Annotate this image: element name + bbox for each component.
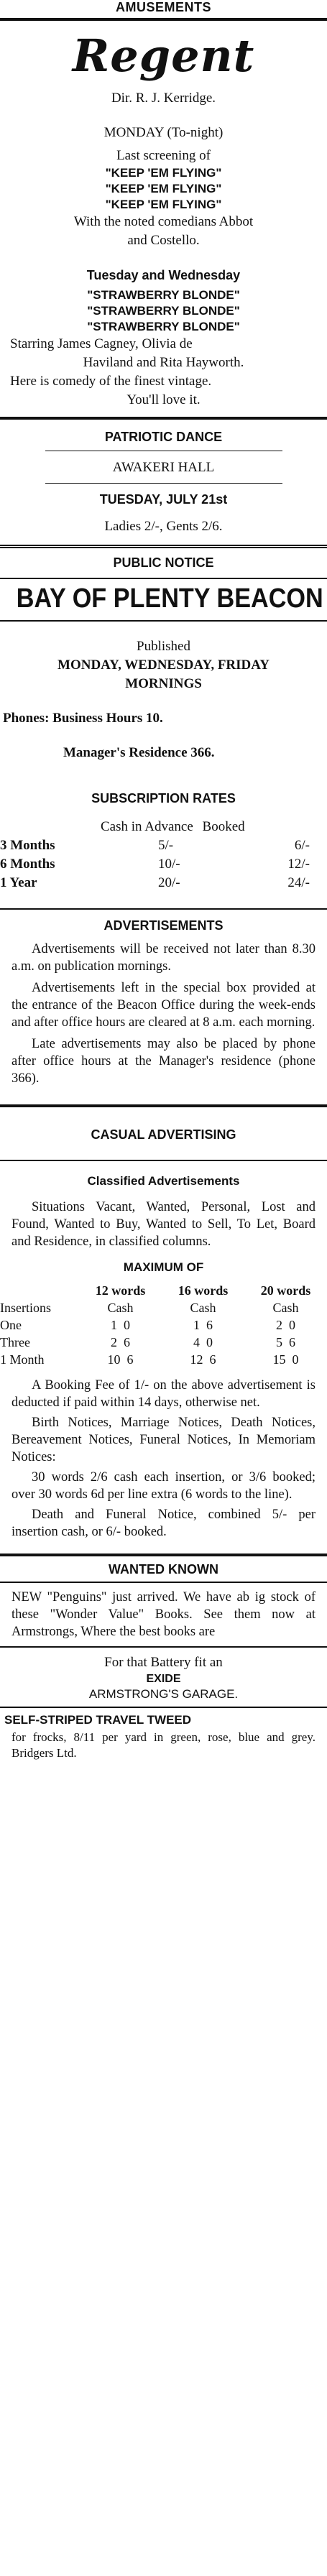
dance-date: TUESDAY, JULY 21st	[99, 492, 228, 507]
film-title: "KEEP 'EM FLYING"	[105, 182, 222, 195]
column-header-cash: Cash in Advance	[101, 819, 193, 834]
death-funeral-text: Death and Funeral Notice, combined 5/- per insertion cash, or 6/- booked.	[11, 1508, 316, 1539]
cash-cell: 5/-	[158, 838, 174, 853]
period-cell: 3 Months	[0, 838, 55, 853]
table-row	[0, 1351, 327, 1368]
column-header: 12 words	[95, 1283, 146, 1298]
divider	[0, 1104, 327, 1107]
column-header: Cash	[190, 1301, 216, 1315]
days-line: MONDAY, WEDNESDAY, FRIDAY	[57, 657, 270, 673]
price-cell: 2 6	[111, 1335, 130, 1349]
price-cell: 1 6	[193, 1318, 213, 1332]
booked-cell: 12/-	[287, 857, 310, 872]
column-header: Insertions	[0, 1301, 51, 1315]
table-row	[0, 1334, 327, 1351]
divider	[0, 908, 327, 910]
battery-line: For that Battery fit an	[104, 1655, 223, 1670]
row-label: One	[0, 1318, 22, 1332]
table-header-row	[0, 1282, 327, 1299]
column-header-booked: Booked	[202, 819, 245, 834]
last-screening: Last screening of	[116, 148, 211, 163]
divider	[0, 1160, 327, 1161]
film2-title: "STRAWBERRY BLONDE"	[87, 288, 240, 302]
booking-fee-text: A Booking Fee of 1/- on the above advertisement is deducted if paid within 14 days, otherwise net.	[11, 1378, 316, 1410]
paper-name: BAY OF PLENTY BEACON	[16, 583, 323, 614]
film-title: "KEEP 'EM FLYING"	[105, 166, 222, 180]
dance-advert	[0, 430, 327, 536]
period-cell: 1 Year	[0, 875, 37, 890]
mornings-line: MORNINGS	[125, 676, 202, 691]
column-header: 16 words	[178, 1283, 229, 1298]
price-cell: 15 0	[272, 1352, 299, 1367]
paragraph: Advertisements will be received not later than 8.30 a.m. on publication mornings.	[11, 942, 316, 974]
table-row	[0, 836, 327, 855]
booked-cell: 24/-	[287, 875, 310, 890]
film-title: "KEEP 'EM FLYING"	[105, 198, 222, 211]
price-cell: 2 0	[276, 1318, 295, 1332]
period-cell: 6 Months	[0, 857, 55, 872]
dance-prices: Ladies 2/-, Gents 2/6.	[104, 519, 223, 534]
maximum-heading: MAXIMUM OF	[123, 1260, 204, 1274]
phones-line: Phones: Business Hours 10.	[3, 711, 163, 726]
comedians-line: With the noted comedians Abbot	[73, 214, 254, 229]
divider	[0, 578, 327, 579]
subscription-heading: SUBSCRIPTION RATES	[91, 791, 236, 805]
cash-cell: 20/-	[158, 875, 180, 890]
divider	[0, 1707, 327, 1708]
tweed-heading: SELF-STRIPED TRAVEL TWEED	[4, 1713, 192, 1727]
divider	[0, 18, 327, 21]
divider	[0, 1646, 327, 1648]
tweed-text: for frocks, 8/11 per yard in green, rose, blue and grey. Bridgers Ltd.	[11, 1730, 316, 1760]
public-notice-heading: PUBLIC NOTICE	[113, 555, 214, 570]
film2-title: "STRAWBERRY BLONDE"	[87, 320, 240, 333]
table-row	[0, 874, 327, 892]
exide-line: EXIDE	[146, 1673, 181, 1685]
regent-title: Regent	[72, 29, 255, 82]
row-label: 1 Month	[0, 1352, 45, 1367]
day-line: MONDAY (To-night)	[103, 125, 224, 140]
table-header-row	[0, 1299, 327, 1316]
manager-phone-line: Manager's Residence 366.	[63, 745, 215, 760]
garage-line: ARMSTRONG'S GARAGE.	[88, 1687, 239, 1701]
price-cell: 4 0	[193, 1335, 213, 1349]
published-line: Published	[137, 639, 190, 654]
amusements-heading: AMUSEMENTS	[115, 0, 211, 14]
column-header: 20 words	[260, 1283, 311, 1298]
divider	[0, 1582, 327, 1583]
table-row	[0, 855, 327, 874]
booked-cell: 6/-	[294, 838, 310, 853]
table-row	[0, 1316, 327, 1334]
price-cell: 1 0	[111, 1318, 130, 1332]
casual-rates-table	[0, 1282, 327, 1368]
paragraph: Late advertisements may also be placed by phone after office hours at the Manager's residence (phone 366).	[11, 1037, 316, 1086]
price-cell: 10 6	[107, 1352, 134, 1367]
divider	[45, 483, 282, 484]
advertisements-body	[0, 941, 327, 1087]
starring-line: Haviland and Rita Hayworth.	[83, 355, 244, 370]
regent-advert	[0, 29, 327, 410]
column-header: Cash	[272, 1301, 299, 1315]
column-header	[101, 818, 327, 836]
dance-venue: AWAKERI HALL	[112, 460, 215, 475]
divider	[0, 545, 327, 548]
paragraph: Advertisements left in the special box provided at the entrance of the Beacon Office during the week-ends and after office hours are cleared at 8 a.m. each morning.	[11, 981, 316, 1030]
film2-title: "STRAWBERRY BLONDE"	[87, 304, 240, 318]
comedians-line: and Costello.	[127, 233, 200, 248]
tue-wed-line: Tuesday and Wednesday	[86, 268, 241, 282]
advertisements-heading: ADVERTISEMENTS	[103, 918, 224, 933]
divider	[0, 620, 327, 622]
starring-line: You'll love it.	[126, 392, 201, 407]
birth-notices-text: Birth Notices, Marriage Notices, Death Notices, Bereavement Notices, Funeral Notices, In Memoriam Notices:	[11, 1416, 316, 1464]
starring-line: Here is comedy of the finest vintage.	[10, 374, 212, 389]
price-cell: 5 6	[276, 1335, 295, 1349]
words-price-text: 30 words 2/6 cash each insertion, or 3/6 booked; over 30 words 6d per line extra (6 words to the line).	[11, 1470, 316, 1502]
starring-line: Starring James Cagney, Olivia de	[10, 336, 193, 351]
cash-cell: 10/-	[158, 857, 180, 872]
dance-title: PATRIOTIC DANCE	[104, 430, 223, 444]
price-cell: 12 6	[190, 1352, 216, 1367]
penguins-text: NEW "Penguins" just arrived. We have ab ig stock of these "Wonder Value" Books. See them now at Armstrongs, Where the best books are	[11, 1590, 316, 1639]
wanted-heading: WANTED KNOWN	[109, 1562, 218, 1576]
divider	[0, 1554, 327, 1556]
row-label: Three	[0, 1335, 30, 1349]
classified-text: Situations Vacant, Wanted, Personal, Lost and Found, Wanted to Buy, Wanted to Sell, To Let, Board and Residence, in classified columns.	[11, 1200, 316, 1249]
director-line: Dir. R. J. Kerridge.	[111, 91, 216, 106]
classified-heading: Classified Advertisements	[87, 1174, 240, 1188]
subscription-table	[0, 818, 327, 892]
casual-heading: CASUAL ADVERTISING	[91, 1127, 236, 1142]
table-header-row	[0, 818, 327, 836]
divider	[0, 417, 327, 420]
column-header: Cash	[107, 1301, 134, 1315]
